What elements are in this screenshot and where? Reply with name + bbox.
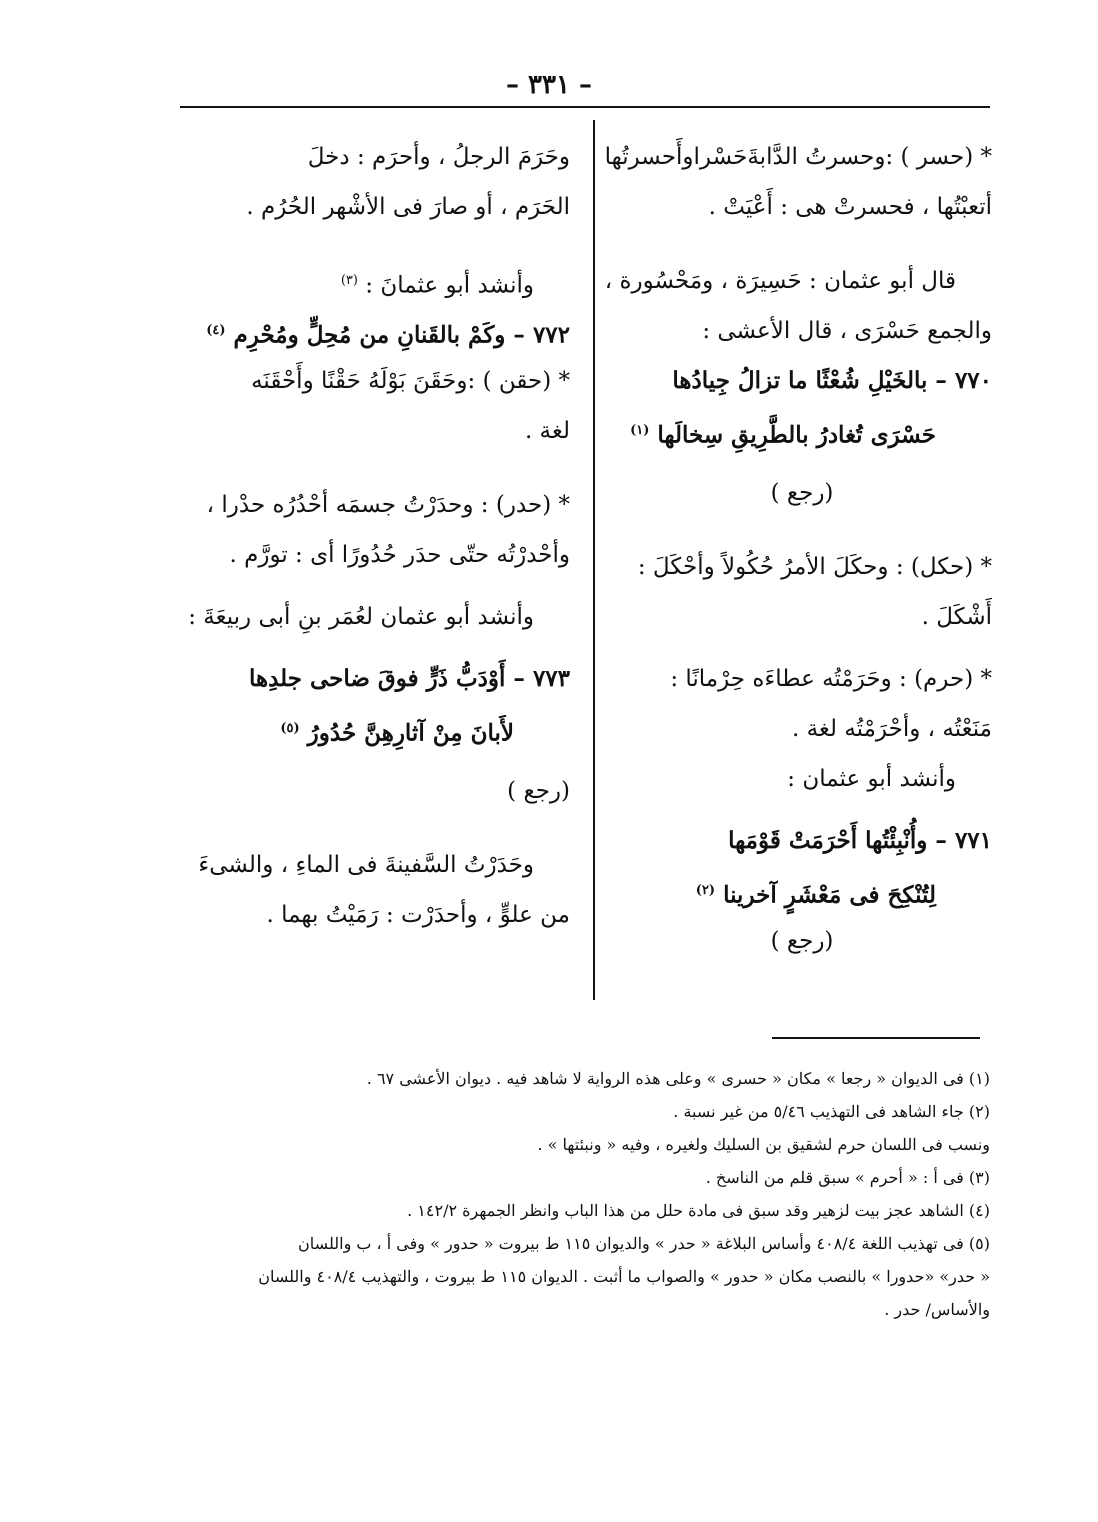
- verse-line: ٧٧١ – وأُنْبِئْتُها أَحْرَمَتْ قَوْمَها: [728, 827, 992, 854]
- footnote-line: « حدر» «حدورا » بالنصب مكان « حدور » والصواب ما أثبت . الديوان ١١٥ ط بيروت ، والتهذيب ٤٠٨/٤ واللسان: [258, 1267, 990, 1286]
- footnote-line: (١) فى الديوان « رجعا » مكان « حسرى » وعلى هذه الرواية لا شاهد فيه . ديوان الأعشى ٦٧ .: [366, 1069, 990, 1088]
- text-line: قال أبو عثمان : حَسِيرَة ، ومَحْسُورة ،: [604, 268, 956, 294]
- text-line: وأحْدرْتُه حتّى حدَر حُدُورًا أى : تورَّم .: [229, 542, 570, 568]
- verse-line: [612, 874, 992, 908]
- footnotes: [150, 1062, 990, 1326]
- page-number: – ٣٣١ –: [505, 70, 593, 100]
- verse-text: حَسْرَى تُغادرُ بالطَّرِيقِ سِخالَها: [657, 421, 936, 449]
- text-line: * (حرم) : وحَرَمْتُه عطاءَه حِرْمانًا :: [670, 666, 992, 692]
- verse-line: ٧٧٠ – بالخَيْلِ شُعْثًا ما تزالُ جِيادُها: [672, 367, 992, 394]
- footnote-marker: (١): [630, 423, 650, 438]
- text-line: وأنشد أبو عثمانَ :: [365, 272, 534, 299]
- text-line: * (حقن ) :وحَقَنَ بَوْلَهُ حَقْنًا وأَحْقَنَه: [251, 368, 570, 394]
- footnote-marker: (٣): [340, 273, 358, 288]
- left-column: [170, 140, 570, 932]
- text-line: الحَرَم ، أو صارَ فى الأشْهر الحُرُم .: [246, 194, 570, 220]
- text-line: والجمع حَسْرَى ، قال الأعشى :: [702, 318, 992, 344]
- text-line: وحَرَمَ الرجلُ ، وأحرَم : دخلَ: [307, 144, 570, 170]
- return-marker: (رجع ): [507, 778, 570, 804]
- text-line: من علوٍّ ، وأحدَرْت : رَمَيْتُ بهما .: [266, 902, 570, 928]
- text-line: * (حدر) : وحدَرْتُ جسمَه أحْدُرُه حدْرا ،: [206, 492, 570, 518]
- header-rule: [180, 106, 990, 108]
- footnote-line: (٤) الشاهد عجز بيت لزهير وقد سبق فى مادة حلل من هذا الباب وانظر الجمهرة ١٤٢/٢ .: [407, 1201, 990, 1220]
- footnote-line: (٢) جاء الشاهد فى التهذيب ٥/٤٦ من غير نسبة .: [673, 1102, 990, 1121]
- footnote-marker: (٢): [695, 883, 716, 898]
- text-line: أَشْكَلَ .: [921, 604, 992, 630]
- footnote-line: ونسب فى اللسان حرم لشقيق بن السليك ولغيره ، وفيه « ونبئتها » .: [537, 1135, 990, 1154]
- text-line: وحَدَرْتُ السَّفينةَ فى الماءِ ، والشىءَ: [198, 852, 534, 878]
- verse-text: لِتُنْكِحَ فى مَعْشَرٍ آخرينا: [723, 881, 936, 909]
- verse-line: ٧٧٣ – أَوْدَبُّ ذَرٍّ فوقَ ضاحى جلدِها: [248, 665, 570, 692]
- verse-text: لأَبانَ مِنْ آثارِهِنَّ حُدُورُ: [307, 719, 514, 747]
- return-marker: (رجع ): [770, 928, 834, 954]
- text-line: وأنشد أبو عثمان لعُمَر بنِ أبى ربيعَةَ :: [188, 604, 534, 630]
- column-divider: [593, 120, 595, 1000]
- footnote-marker: (٤): [206, 323, 226, 338]
- text-line: * (حسر ) :وحسرتُ الدَّابةَحَسْراوأَحسرتُها: [604, 144, 992, 170]
- verse-text: ٧٧٢ – وكَمْ بالقَنانِ من مُحِلٍّ ومُحْرِم: [233, 321, 570, 349]
- footnote-marker: (٥): [280, 721, 300, 736]
- text-line: لغة .: [524, 418, 570, 444]
- text-line: * (حكل) : وحكَلَ الأمرُ حُكُولاً وأحْكَلَ :: [637, 554, 992, 580]
- text-line: وأنشد أبو عثمان :: [787, 766, 956, 792]
- footnote-rule: [772, 1037, 980, 1039]
- verse-line: [612, 414, 992, 448]
- footnote-line: والأساس/ حدر .: [884, 1300, 990, 1319]
- return-marker: (رجع ): [770, 480, 834, 506]
- footnote-line: (٥) فى تهذيب اللغة ٤٠٨/٤ وأساس البلاغة « حدر » والديوان ١١٥ ط بيروت « حدور » وفى أ ، ب واللسان: [298, 1234, 990, 1253]
- right-column: [604, 140, 992, 958]
- text-line: مَنَعْتُه ، وأحْرَمْتُه لغة .: [791, 716, 992, 742]
- text-line: أتعبْتُها ، فحسرتْ هى : أَعْيَتْ .: [708, 194, 992, 220]
- footnote-line: (٣) فى أ : « أحرم » سبق قلم من الناسخ .: [705, 1168, 990, 1187]
